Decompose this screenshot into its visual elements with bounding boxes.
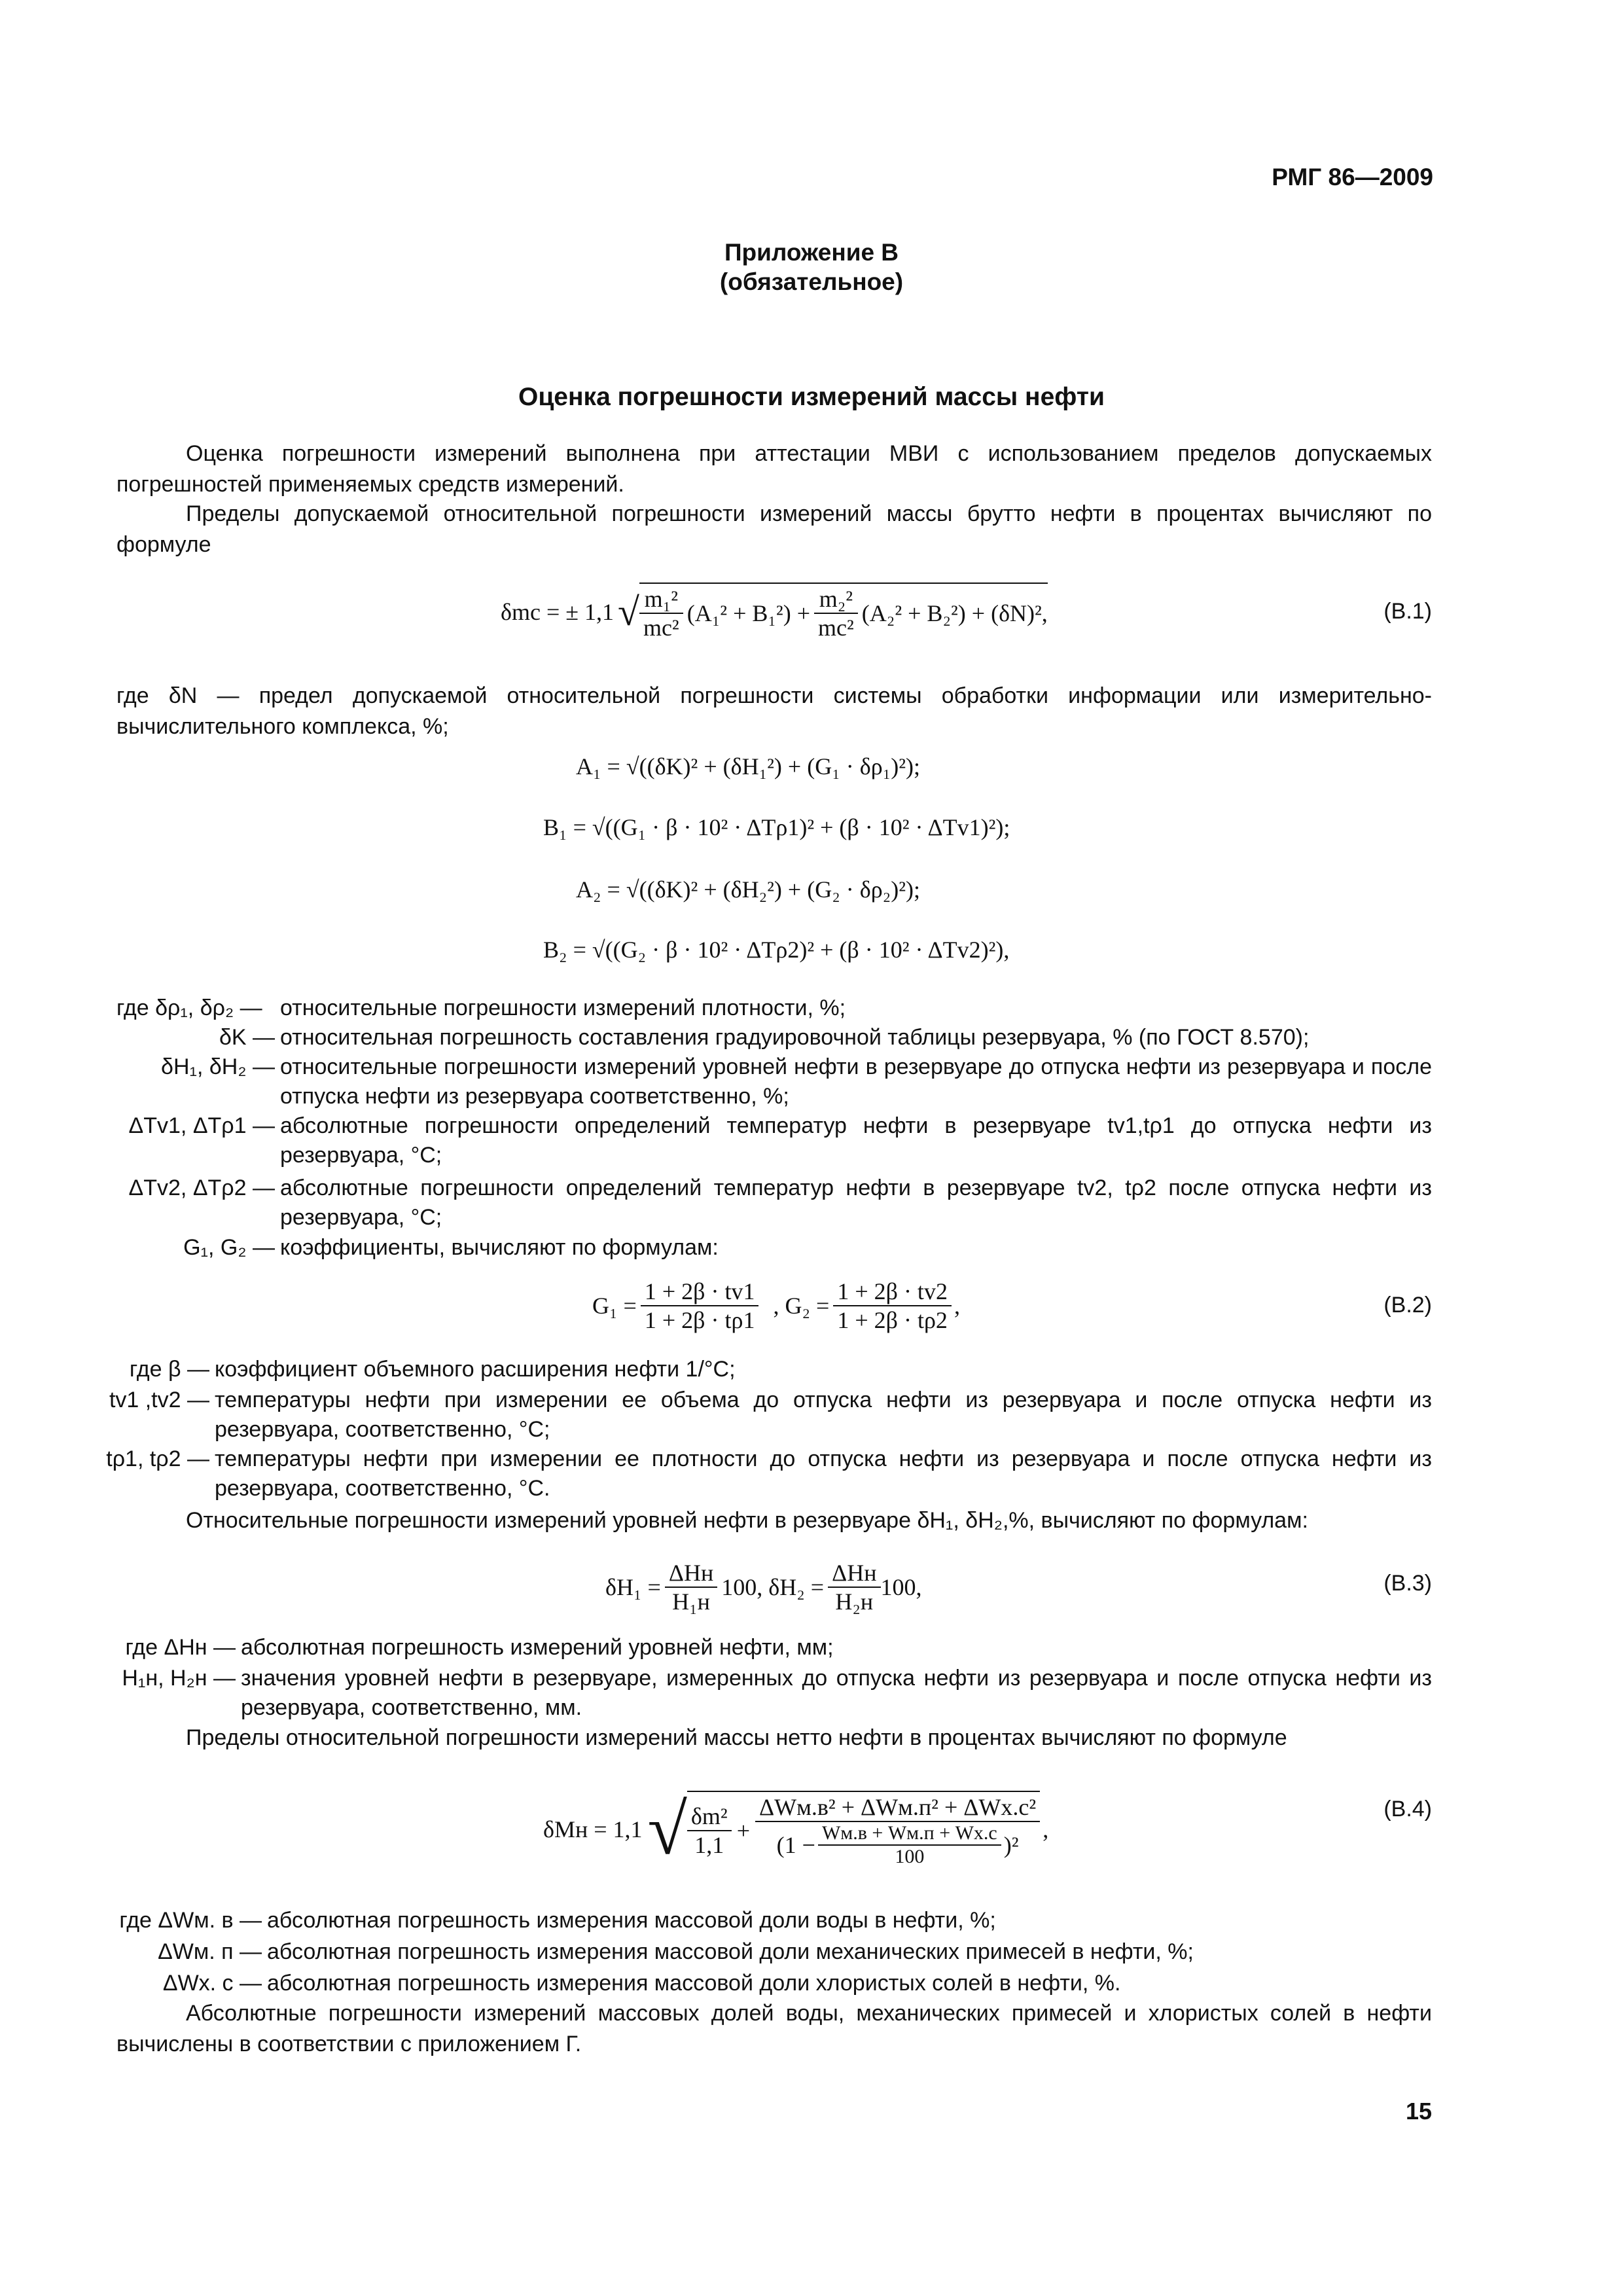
definition-row (116, 994, 1432, 1023)
definition-term: H₁н, H₂н — (122, 1666, 236, 1691)
formula-b1-component: B₁ = √((G₁ · β · 10² · ΔTρ1)² + (β · 10² · ΔTv1)²); (543, 814, 1010, 840)
page-number: 15 (1405, 2098, 1432, 2125)
definition-text: коэффициент объемного расширения нефти 1/°C; (215, 1357, 736, 1382)
definition-text: абсолютная погрешность измерений уровней нефти, мм; (241, 1635, 834, 1660)
formula-b4: δMн = 1,1 √ $\frac{\text{δm²}}{1,1}$ + ΔWм.в² + ΔWм.п² + ΔWх.с² (1 − $\frac{Wм.в + Wм.п + Wх.с}{100}$ )² , (543, 1789, 1049, 1869)
definition-text: температуры нефти при измерении ее объема до отпуска нефти из резервуара и после отпуска нефти из резервуара, соответственно, °C; (215, 1388, 1432, 1442)
definition-row (116, 1969, 1432, 1998)
definition-term: ΔTv2, ΔTρ2 — (128, 1175, 275, 1200)
definition-row (109, 1386, 1432, 1444)
appendix-title: Приложение В (724, 239, 899, 266)
paragraph-intro: Оценка погрешности измерений выполнена при аттестации МВИ с использованием пределов допускаемых погрешностей применяемых средств измерений. (116, 441, 1432, 497)
definition-row (116, 1111, 1432, 1170)
document-id: РМГ 86—2009 (1272, 164, 1433, 190)
paragraph-level-errors: Относительные погрешности измерений уровней нефти в резервуаре δH₁, δH₂,%, вычисляют по формулам: (186, 1508, 1308, 1533)
definition-term: δH₁, δH₂ — (161, 1054, 275, 1079)
formula-a1: A₁ = √((δK)² + (δH₁²) + (G₁ · δρ₁)²); (576, 753, 920, 780)
formula-b1: δmс = ± 1,1 √ $\frac{\text{m₁²}}{\text{mс²}}$ (A₁² + B₁²) + $\frac{\text{m₂²}}{\text{mс²}}$ (A₂² + B₂²) + (δN)², (501, 576, 1048, 648)
formula-b2: G₁ = $\frac{1 + 2\beta \cdot tv1}{1 + 2\beta \cdot t\rho 1}$ , G₂ = $\frac{1 + 2\beta \cdot tv2}{1 + 2\beta \cdot t\rho 2}$ , (592, 1278, 960, 1333)
definition-term: где β — (129, 1357, 209, 1382)
definition-term: ΔWх. с — (162, 1971, 262, 1996)
definition-term: G₁, G₂ — (183, 1235, 275, 1260)
definition-row (116, 1052, 1432, 1111)
definition-text: относительная погрешность составления градуировочной таблицы резервуара, % (по ГОСТ 8.570); (280, 1025, 1310, 1050)
formula-b2-component: B₂ = √((G₂ · β · 10² · ΔTρ2)² + (β · 10² · ΔTv2)²), (543, 937, 1010, 963)
definition-text: абсолютная погрешность измерения массовой доли воды в нефти, %; (267, 1908, 996, 1933)
definition-text: коэффициенты, вычисляют по формулам: (280, 1235, 719, 1260)
equation-label-b3: (В.3) (1383, 1571, 1432, 1596)
definition-row (116, 1937, 1432, 1967)
definition-term: где ΔWм. в — (119, 1908, 262, 1933)
definition-term: δK — (219, 1025, 275, 1050)
definition-row (116, 1233, 1432, 1263)
paragraph-net-mass: Пределы относительной погрешности измерений массы нетто нефти в процентах вычисляют по формуле (186, 1725, 1287, 1750)
definition-term: ΔTv1, ΔTρ1 — (128, 1113, 275, 1138)
definition-row (116, 1906, 1432, 1935)
equation-label-b2: (В.2) (1383, 1293, 1432, 1318)
equation-label-b4: (В.4) (1383, 1797, 1432, 1821)
paragraph-abs-errors: Абсолютные погрешности измерений массовых долей воды, механических примесей и хлористых солей в нефти вычислены в соответствии с приложением Г. (116, 2001, 1432, 2056)
definition-row (116, 1633, 1432, 1662)
definition-row (116, 1023, 1432, 1052)
definition-text: абсолютная погрешность измерения массовой доли хлористых солей в нефти, %. (267, 1971, 1121, 1996)
definition-term: tρ1, tρ2 — (106, 1446, 209, 1471)
definition-row (106, 1444, 1432, 1503)
definition-text: значения уровней нефти в резервуаре, измеренных до отпуска нефти из резервуара и после отпуска нефти из резервуара, соответственно, мм. (241, 1666, 1432, 1720)
definition-row (116, 1174, 1432, 1232)
definition-text: температуры нефти при измерении ее плотности до отпуска нефти из резервуара и после отпуска нефти из резервуара, соответственно, °C. (215, 1446, 1432, 1501)
definition-term: ΔWм. п — (158, 1939, 262, 1964)
appendix-status: (обязательное) (719, 268, 904, 295)
definition-text: абсолютная погрешность измерения массовой доли механических примесей в нефти, %; (267, 1939, 1194, 1964)
definition-text: относительные погрешности измерений плотности, %; (280, 996, 846, 1020)
definition-term: tv1 ,tv2 — (109, 1388, 209, 1412)
definition-row (116, 1664, 1432, 1723)
definition-text: относительные погрешности измерений уровней нефти в резервуаре до отпуска нефти из резервуара и после отпуска нефти из резервуара соответственно, %; (280, 1054, 1432, 1109)
definition-term: где δρ₁, δρ₂ — (116, 996, 262, 1020)
equation-label-b1: (В.1) (1383, 599, 1432, 624)
definition-delta-n: где δN — предел допускаемой относительной погрешности системы обработки информации или измерительно-вычислительного комплекса, %; (116, 683, 1432, 739)
paragraph-formula-lead: Пределы допускаемой относительной погрешности измерений массы брутто нефти в процентах вычисляют по формуле (116, 501, 1432, 557)
section-title: Оценка погрешности измерений массы нефти (518, 383, 1105, 411)
definition-row (116, 1355, 1432, 1384)
definition-text: абсолютные погрешности определений температур нефти в резервуаре tv1,tρ1 до отпуска нефти из резервуара, °C; (280, 1113, 1432, 1168)
formula-a2: A₂ = √((δK)² + (δH₂²) + (G₂ · δρ₂)²); (576, 876, 920, 903)
definition-term: где ΔHн — (125, 1635, 236, 1660)
definition-text: абсолютные погрешности определений температур нефти в резервуаре tv2, tρ2 после отпуска нефти из резервуара, °C; (280, 1175, 1432, 1230)
formula-b3: δH₁ = $\frac{\text{ΔHн}}{\text{H₁н}}$ 100, δH₂ = $\frac{\text{ΔHн}}{\text{H₂н}}$ 100, (605, 1560, 922, 1615)
